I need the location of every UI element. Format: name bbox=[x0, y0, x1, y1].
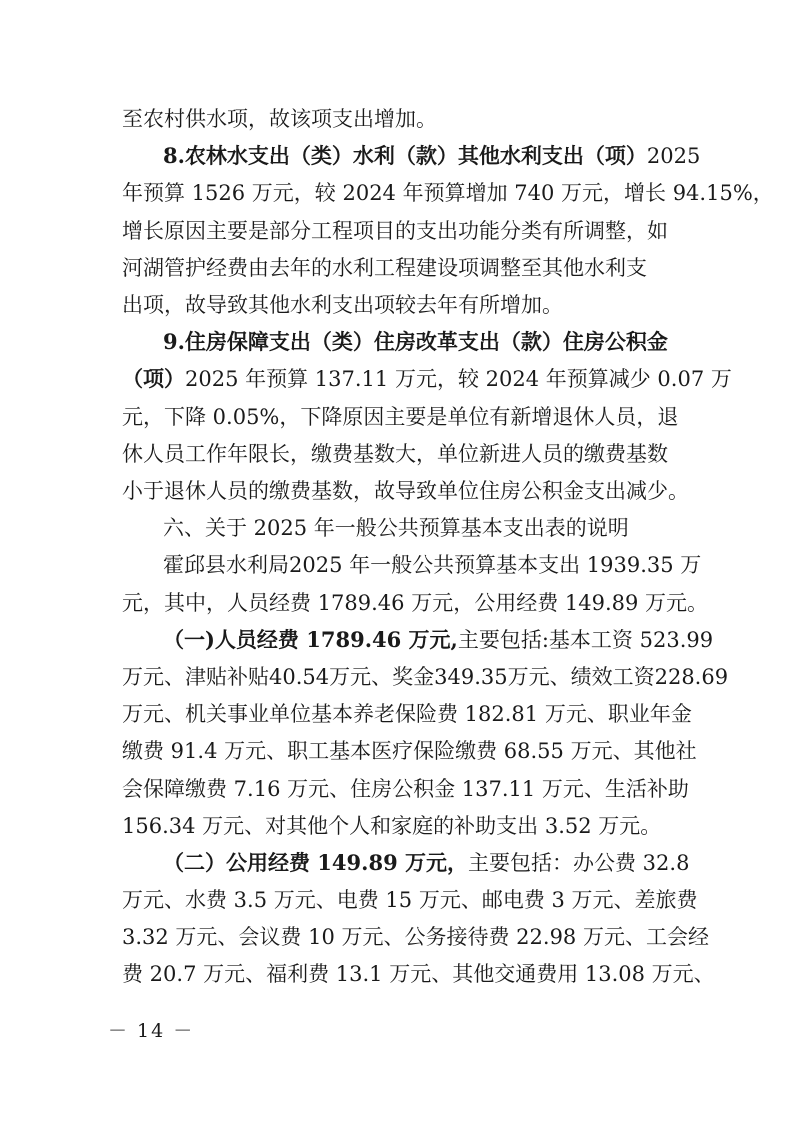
bold-heading-text: 9.住房保障支出（类）住房改革支出（款）住房公积金 bbox=[163, 329, 668, 354]
text-line bbox=[122, 736, 697, 766]
line-text: 万元、津贴补贴40.54万元、奖金349.35万元、绩效工资228.69 bbox=[122, 665, 729, 689]
line-text: 小于退休人员的缴费基数，故导致单位住房公积金支出减少。 bbox=[122, 479, 689, 503]
line-text: 2025 bbox=[646, 144, 701, 168]
line-text: 至农村供水项，故该项支出增加。 bbox=[122, 107, 437, 131]
text-line bbox=[122, 364, 732, 394]
line-text: 出项，故导致其他水利支出项较去年有所增加。 bbox=[122, 293, 563, 317]
line-text: 休人员工作年限长，缴费基数大，单位新进人员的缴费基数 bbox=[122, 442, 668, 466]
text-line bbox=[122, 402, 677, 432]
text-line bbox=[122, 922, 709, 952]
text-line bbox=[163, 513, 677, 543]
line-text: 2025 年预算 137.11 万元，较 2024 年预算减少 0.07 万 bbox=[185, 367, 732, 391]
line-text: 万元、机关事业单位基本养老保险费 182.81 万元、职业年金 bbox=[122, 702, 692, 726]
line-text: 主要包括:基本工资 523.99 bbox=[457, 628, 714, 652]
line-text: 主要包括：办公费 32.8 bbox=[468, 851, 690, 875]
text-line bbox=[122, 178, 774, 208]
text-line bbox=[163, 625, 714, 655]
text-line bbox=[122, 104, 677, 134]
line-text: 六、关于 2025 年一般公共预算基本支出表的说明 bbox=[163, 516, 629, 540]
bold-heading-text: （二）公用经费 149.89 万元， bbox=[163, 850, 468, 875]
line-text: 3.32 万元、会议费 10 万元、公务接待费 22.98 万元、工会经 bbox=[122, 925, 709, 949]
text-line bbox=[122, 959, 715, 989]
line-text: 元，下降 0.05%，下降原因主要是单位有新增退休人员，退 bbox=[122, 405, 679, 429]
bold-heading-text: （一)人员经费 1789.46 万元, bbox=[163, 627, 458, 652]
text-line bbox=[122, 476, 689, 506]
line-text: 河湖管护经费由去年的水利工程建设项调整至其他水利支 bbox=[122, 256, 647, 280]
text-line bbox=[122, 216, 677, 246]
text-line bbox=[122, 253, 677, 283]
line-text: 156.34 万元、对其他个人和家庭的补助支出 3.52 万元。 bbox=[122, 814, 662, 838]
line-text: 年预算 1526 万元，较 2024 年预算增加 740 万元，增长 94.15%， bbox=[122, 181, 774, 205]
text-line bbox=[122, 699, 692, 729]
line-text: 增长原因主要是部分工程项目的支出功能分类有所调整，如 bbox=[122, 219, 668, 243]
line-text: 霍邱县水利局2025 年一般公共预算基本支出 1939.35 万 bbox=[163, 553, 702, 577]
line-text: 费 20.7 万元、福利费 13.1 万元、其他交通费用 13.08 万元、 bbox=[122, 962, 715, 986]
text-line bbox=[122, 811, 677, 841]
page-number: － 14 － bbox=[108, 1020, 195, 1042]
text-line bbox=[163, 550, 702, 580]
line-text: 元，其中，人员经费 1789.46 万元，公用经费 149.89 万元。 bbox=[122, 591, 709, 615]
text-line bbox=[122, 885, 698, 915]
text-line bbox=[122, 588, 709, 618]
line-text: 会保障缴费 7.16 万元、住房公积金 137.11 万元、生活补助 bbox=[122, 777, 689, 801]
bold-heading-text: （项） bbox=[122, 366, 185, 391]
text-line bbox=[122, 290, 677, 320]
text-line bbox=[122, 774, 689, 804]
text-line bbox=[163, 848, 690, 878]
text-line bbox=[163, 327, 677, 357]
text-line bbox=[122, 662, 729, 692]
line-text: 缴费 91.4 万元、职工基本医疗保险缴费 68.55 万元、其他社 bbox=[122, 739, 697, 763]
text-line bbox=[122, 439, 677, 469]
text-line bbox=[163, 141, 701, 171]
bold-heading-text: 8.农林水支出（类）水利（款）其他水利支出（项） bbox=[163, 143, 647, 168]
line-text: 万元、水费 3.5 万元、电费 15 万元、邮电费 3 万元、差旅费 bbox=[122, 888, 698, 912]
